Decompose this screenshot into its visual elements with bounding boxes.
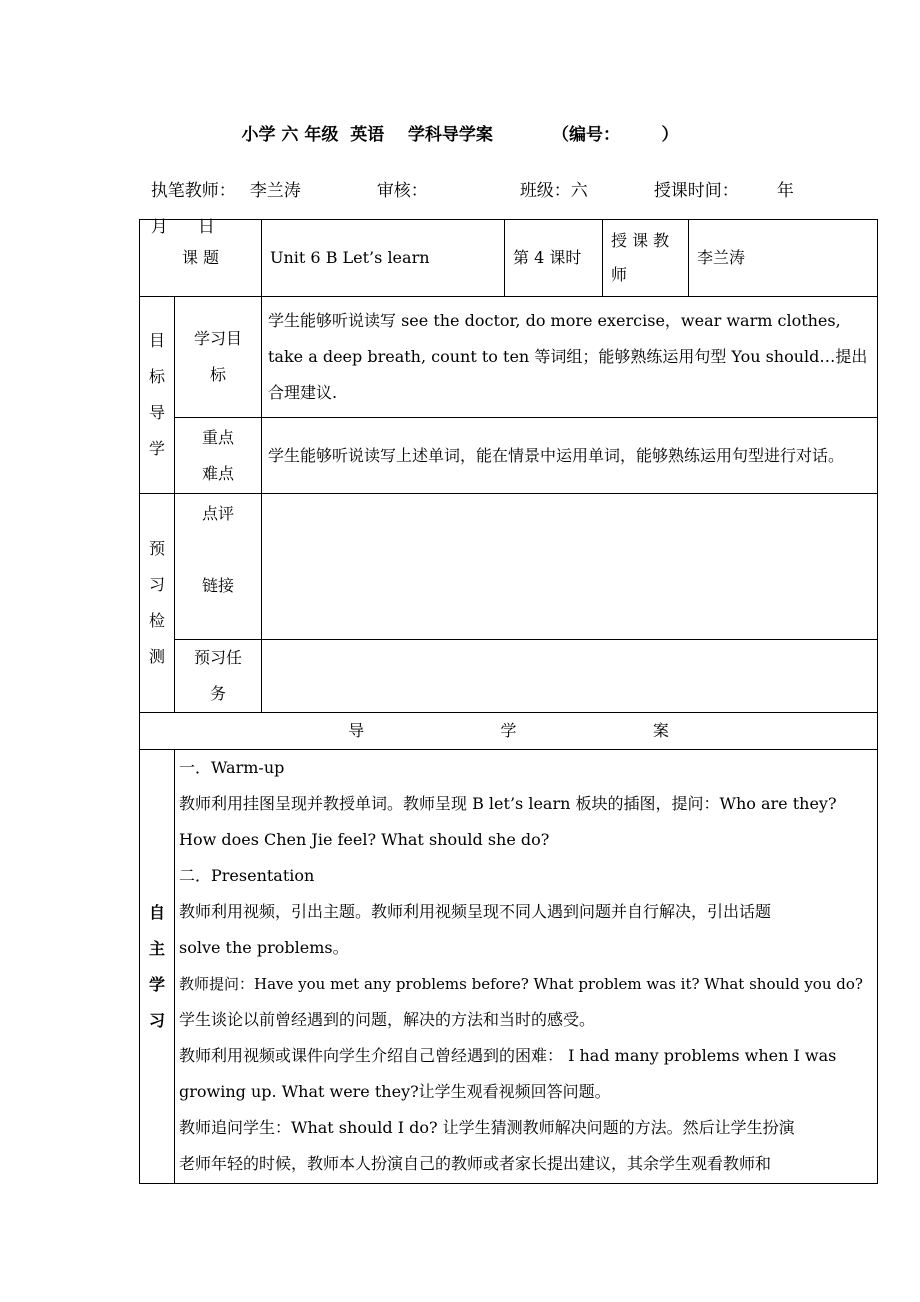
key-points-row — [140, 418, 878, 494]
self-study-char: 习 — [148, 1010, 165, 1030]
study-goal-label-line: 标 — [209, 365, 226, 384]
preview-char: 测 — [148, 647, 165, 666]
guide-header-char: 导 — [348, 721, 365, 740]
key-points-text: 学生能够听说读写上述单词，能在情景中运用单词，能够熟练运用句型进行对话。 — [262, 418, 878, 494]
text-line: 教师追问学生：What should I do? 让学生猜测教师解决问题的方法。然后让学生扮演 — [179, 1118, 795, 1137]
preview-task-row — [140, 640, 878, 713]
comment-content — [262, 494, 878, 640]
year-label: 年 — [776, 181, 794, 201]
goal-section-label — [140, 297, 175, 494]
text-line: How does Chen Jie feel? What should she do? — [179, 830, 550, 849]
goal-char: 目 — [148, 331, 165, 350]
month-label: 月 — [150, 217, 168, 237]
preview-task-label-line: 务 — [209, 684, 226, 703]
self-study-char: 学 — [148, 974, 165, 994]
self-study-label — [140, 750, 175, 1184]
meta-line-1 — [140, 156, 794, 201]
text-line: growing up. What were they?让学生观看视频回答问题。 — [179, 1082, 611, 1101]
guide-header-char: 案 — [652, 721, 669, 740]
comment-label: 点评 — [201, 504, 234, 523]
class-label: 班级：六 — [519, 181, 588, 201]
document-title: 小学 六 年级 英语 学科导学案 （编号： ） — [241, 125, 679, 145]
key-label-line: 重点 — [201, 427, 234, 447]
comment-row — [140, 494, 878, 640]
text-line: 二．Presentation — [179, 866, 315, 885]
preview-char: 预 — [148, 539, 165, 558]
text-line: 老师年轻的时候，教师本人扮演自己的教师或者家长提出建议，其余学生观看教师和 — [179, 1154, 772, 1173]
preview-section-label — [140, 494, 175, 713]
teacher-label-line-2: 师 — [611, 265, 628, 284]
text-line: 教师利用视频，引出主题。教师利用视频呈现不同人遇到问题并自行解决，引出话题 — [179, 902, 772, 921]
study-goal-text: 学生能够听说读写 see the doctor, do more exercise，wear warm clothes, take a deep breath, count to ten 等词组；能够熟练运用句型 You should…提出合理建议. — [262, 297, 878, 418]
day-label: 日 — [197, 217, 215, 237]
comment-link-label — [175, 494, 262, 640]
self-study-char: 自 — [148, 902, 165, 922]
topic-row — [140, 220, 878, 297]
self-study-row — [140, 750, 878, 1184]
text-line: 教师利用挂图呈现并教授单词。教师呈现 B let’s learn 板块的插图，提问：Who are they? — [179, 794, 837, 813]
guide-header-row — [140, 713, 878, 750]
text-line: 学生谈论以前曾经遇到的问题，解决的方法和当时的感受。 — [179, 1010, 596, 1029]
goal-char: 学 — [148, 439, 165, 458]
study-goal-label-line: 学习目 — [193, 329, 242, 348]
self-study-content — [175, 750, 878, 1184]
teacher-name: 李兰涛 — [249, 181, 301, 201]
preview-char: 习 — [148, 575, 165, 594]
link-label: 链接 — [201, 576, 234, 595]
preview-task-label — [175, 640, 262, 713]
guide-header — [140, 713, 878, 750]
text-line: 教师提问：Have you met any problems before? What problem was it? What should you do? — [179, 975, 863, 993]
text-line: 一．Warm-up — [179, 758, 285, 777]
period-value: 第 4 课时 — [505, 220, 603, 297]
topic-value: Unit 6 B Let’s learn — [262, 220, 505, 297]
guide-header-char: 学 — [500, 721, 517, 740]
key-label-line: 难点 — [201, 463, 234, 483]
lesson-plan-table — [139, 219, 878, 1184]
text-line: 教师利用视频或课件向学生介绍自己曾经遇到的困难： I had many problems when I was — [179, 1046, 837, 1065]
teacher-label-line-1: 授 课 教 — [611, 231, 670, 250]
preview-task-label-line: 预习任 — [193, 648, 242, 667]
teacher-value: 李兰涛 — [689, 220, 878, 297]
teacher-label-cell — [603, 220, 689, 297]
goal-char: 导 — [148, 403, 165, 422]
preview-task-content — [262, 640, 878, 713]
teacher-label: 执笔教师： — [150, 181, 236, 201]
study-goal-label — [175, 297, 262, 418]
self-study-char: 主 — [148, 938, 165, 958]
key-points-label — [175, 418, 262, 494]
goal-char: 标 — [148, 367, 165, 386]
topic-label: 课 题 — [140, 220, 262, 297]
text-line: solve the problems。 — [179, 938, 349, 957]
review-label: 审核： — [376, 181, 428, 201]
preview-char: 检 — [148, 611, 165, 630]
time-label: 授课时间： — [653, 181, 739, 201]
study-goal-row — [140, 297, 878, 418]
